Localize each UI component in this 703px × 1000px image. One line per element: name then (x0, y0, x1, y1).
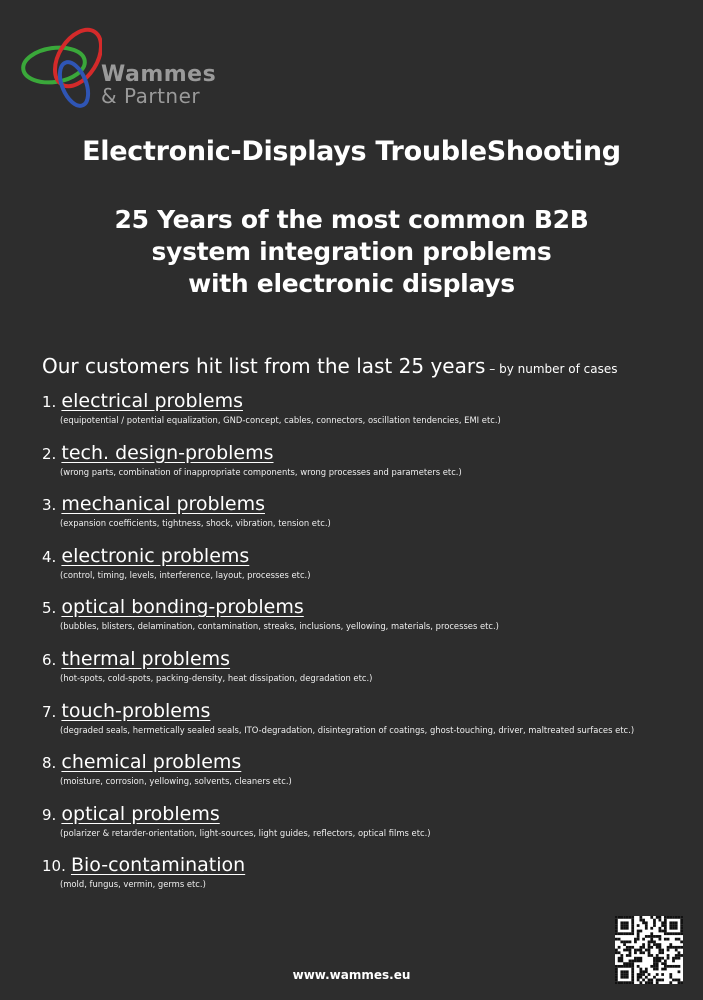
problem-number: 5. (42, 599, 57, 618)
problem-item-8 (42, 751, 682, 803)
problem-item-2 (42, 442, 682, 494)
problem-number: 6. (42, 650, 57, 669)
problem-number: 8. (42, 754, 57, 773)
problem-name: optical bonding-problems (61, 596, 304, 619)
problem-details: (bubbles, blisters, delamination, contamination, streaks, inclusions, yellowing, materials, processes etc.) (60, 621, 499, 632)
problem-name: tech. design-problems (61, 441, 274, 464)
problem-details: (mold, fungus, vermin, germs etc.) (60, 879, 206, 890)
problem-details: (control, timing, levels, interference, layout, processes etc.) (60, 569, 311, 580)
problem-list (42, 390, 682, 906)
problem-item-1 (42, 390, 682, 442)
problem-name: chemical problems (61, 751, 242, 774)
company-logo (20, 22, 220, 112)
logo-partner: & Partner (101, 84, 201, 108)
problem-number: 7. (42, 702, 57, 721)
problem-item-9 (42, 803, 682, 855)
problem-item-10 (42, 854, 682, 906)
problem-number: 9. (42, 805, 57, 824)
problem-number: 4. (42, 547, 57, 566)
website-url: www.wammes.eu (292, 968, 411, 982)
problem-item-5 (42, 596, 682, 648)
problem-number: 2. (42, 444, 57, 463)
subtitle-line-2: system integration problems (151, 237, 552, 266)
page-subtitle (0, 204, 703, 300)
problem-item-6 (42, 648, 682, 700)
logo-rings-icon (20, 22, 102, 108)
problem-name: Bio-contamination (70, 854, 246, 877)
problem-details: (moisture, corrosion, yellowing, solvents, cleaners etc.) (60, 776, 292, 787)
problem-details: (polarizer & retarder-orientation, light-sources, light guides, reflectors, optical films etc.) (60, 827, 431, 838)
hitlist-heading-text: Our customers hit list from the last 25 years (42, 354, 486, 378)
problem-name: optical problems (61, 802, 220, 825)
problem-item-3 (42, 493, 682, 545)
problem-number: 1. (42, 393, 57, 411)
problem-number: 3. (42, 496, 57, 515)
problem-details: (equipotential / potential equalization, GND-concept, cables, connectors, oscillation tendencies, EMI etc.) (60, 415, 501, 425)
hitlist-heading (42, 354, 682, 378)
subtitle-line-1: 25 Years of the most common B2B (114, 205, 589, 234)
problem-item-4 (42, 545, 682, 597)
problem-name: mechanical problems (61, 493, 265, 516)
problem-details: (expansion coefficients, tightness, shock, vibration, tension etc.) (60, 518, 331, 529)
problem-number: 10. (42, 857, 66, 876)
problem-name: electronic problems (61, 544, 250, 567)
problem-name: electrical problems (61, 390, 243, 412)
problem-details: (wrong parts, combination of inappropriate components, wrong processes and parameters etc.) (60, 466, 462, 477)
problem-details: (degraded seals, hermetically sealed seals, ITO-degradation, disintegration of coatings, ghost-touching, driver, maltreated surfaces etc.) (60, 724, 635, 735)
logo-name: Wammes (101, 62, 217, 87)
subtitle-line-3: with electronic displays (188, 269, 515, 298)
problem-name: thermal problems (61, 647, 231, 670)
problem-details: (hot-spots, cold-spots, packing-density, heat dissipation, degradation etc.) (60, 672, 373, 683)
problem-item-7 (42, 700, 682, 752)
hitlist-heading-suffix: – by number of cases (485, 362, 618, 376)
problem-name: touch-problems (61, 699, 211, 722)
page-title: Electronic-Displays TroubleShooting (82, 136, 621, 167)
